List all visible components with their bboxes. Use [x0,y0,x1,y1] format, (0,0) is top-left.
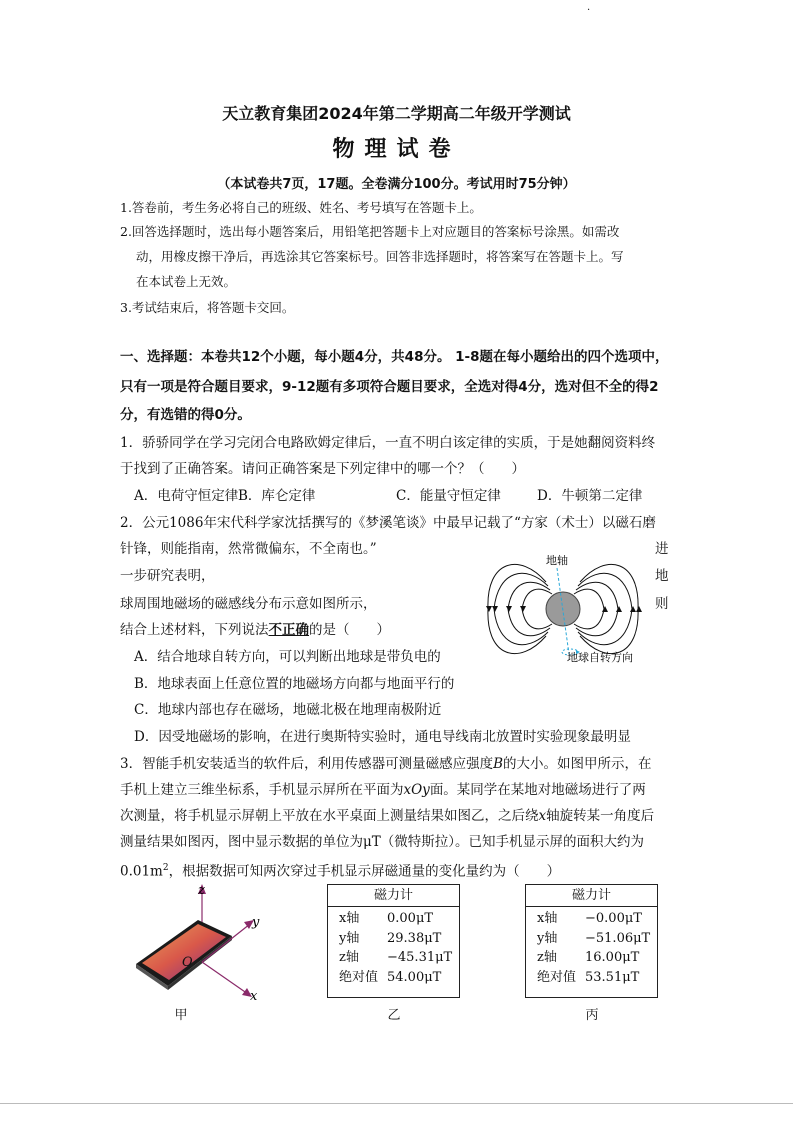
q3-stem: 3．智能手机安装适当的软件后，利用传感器可测量磁感应强度B的大小。如图甲所示，在 [120,756,652,772]
corner-mark: . [587,2,591,13]
table-row: x轴 0.00μT [339,911,434,926]
x-axis-label: x [250,989,258,1004]
figure-a-caption: 甲 [174,1008,188,1023]
note-1: 1.答卷前，考生务必将自己的班级、姓名、考号填写在答题卡上。 [120,200,482,215]
q2-stem-3: 一步研究表明， [120,568,215,584]
y-axis-label: y [252,915,260,930]
field-lines-left [488,564,552,653]
table-row: 绝对值 53.51μT [537,969,640,985]
origin-label: O [182,955,193,970]
q3-stem-5: $0.01m^2$，根据数据可知两次穿过手机显示屏磁通量的变化量约为（ ） [120,863,561,880]
magnetometer-table-b [327,884,460,998]
earth-magnetic-field-figure [484,546,652,672]
exam-title: 天立教育集团2024年第二学期高二年级开学测试 [222,104,571,123]
note-2-cont2: 在本试卷上无效。 [136,274,237,289]
earth-axis-label: 地轴 [546,554,568,567]
section-heading-cont2: 分，有选错的得0分。 [120,407,251,423]
note-3: 3.考试结束后，将答题卡交回。 [120,300,295,315]
q1-option-c: C．能量守恒定律 [396,488,501,504]
phone-axes-figure [132,880,272,1005]
q2-option-a: A．结合地球自转方向，可以判断出地球是带负电的 [134,649,441,665]
q1-stem: 1．骄骄同学在学习完闭合电路欧姆定律后，一直不明白该定律的实质，于是她翻阅资料终 [120,435,656,451]
emphasis-not-correct: 不正确 [268,622,309,638]
q2-stem-5: 结合上述材料，下列说法不正确的是（ ） [120,622,390,638]
page-bottom-divider [0,1103,793,1104]
table-b-title: 磁力计 [328,885,459,907]
q1-option-d: D．牛顿第二定律 [537,488,643,504]
q2-option-b: B．地球表面上任意位置的地磁场方向都与地面平行的 [134,676,455,692]
table-row: z轴 16.00μT [537,950,640,965]
q2-stem: 2．公元1086年宋代科学家沈括撰写的《梦溪笔谈》中最早记载了“方家（术士）以磁石磨 [120,515,656,531]
q2-stem-2: 针锋，则能指南，然常微偏东，不全南也。” [120,541,377,557]
table-row: y轴 29.38μT [339,930,442,946]
table-row: 绝对值 54.00μT [339,969,442,985]
q2-stem-4: 球周围地磁场的磁感线分布示意如图所示， [120,596,377,612]
table-row: y轴 −51.06μT [537,930,651,946]
note-2-cont: 动，用橡皮擦干净后，再选涂其它答案标号。回答非选择题时，将答案写在答题卡上。写 [136,249,624,264]
q2-stem-2-right: 进 [655,541,669,557]
q1-option-b: B．库仑定律 [238,488,316,504]
paper-title: 物理试卷 [332,137,461,162]
section-heading: 一、选择题：本卷共12个小题，每小题4分，共48分。 1-8题在每小题给出的四个选项中， [120,349,669,365]
q1-stem-cont: 于找到了正确答案。请问正确答案是下列定律中的哪一个？（ ） [120,461,525,477]
note-2: 2.回答选择题时，选出每小题答案后，用铅笔把答题卡上对应题目的答案标号涂黑。如需改 [120,224,620,239]
exam-info: （本试卷共7页，17题。全卷满分100分。考试用时75分钟） [217,177,576,192]
table-c-title: 磁力计 [526,885,657,907]
q3-stem-4: 测量结果如图丙，图中显示数据的单位为μT（微特斯拉）。已知手机显示屏的面积大约为 [120,834,645,850]
rotation-direction-label: 地球自转方向 [567,651,633,664]
magnetometer-table-c [525,884,658,998]
q2-stem-3-right: 地 [655,568,669,584]
q3-stem-3: 次测量，将手机显示屏朝上平放在水平桌面上测量结果如图乙，之后绕x轴旋转某一角度后 [120,808,655,824]
figure-b-caption: 乙 [387,1008,401,1023]
figure-c-caption: 丙 [585,1008,599,1023]
q2-option-d: D．因受地磁场的影响，在进行奥斯特实验时，通电导线南北放置时实验现象最明显 [134,729,631,745]
q3-stem-2: 手机上建立三维坐标系，手机显示屏所在平面为xOy面。某同学在某地对地磁场进行了两 [120,782,646,798]
q2-option-c: C．地球内部也存在磁场，地磁北极在地理南极附近 [134,702,442,718]
q1-option-a: A．电荷守恒定律 [134,488,239,504]
x-axis [202,962,248,994]
z-axis-label: z [198,883,205,898]
q2-stem-4-right: 则 [655,596,669,612]
section-heading-cont: 只有一项是符合题目要求，9-12题有多项符合题目要求，全选对得4分，选对但不全的得2 [120,379,659,395]
table-row: z轴 −45.31μT [339,950,453,965]
table-row: x轴 −0.00μT [537,911,642,926]
